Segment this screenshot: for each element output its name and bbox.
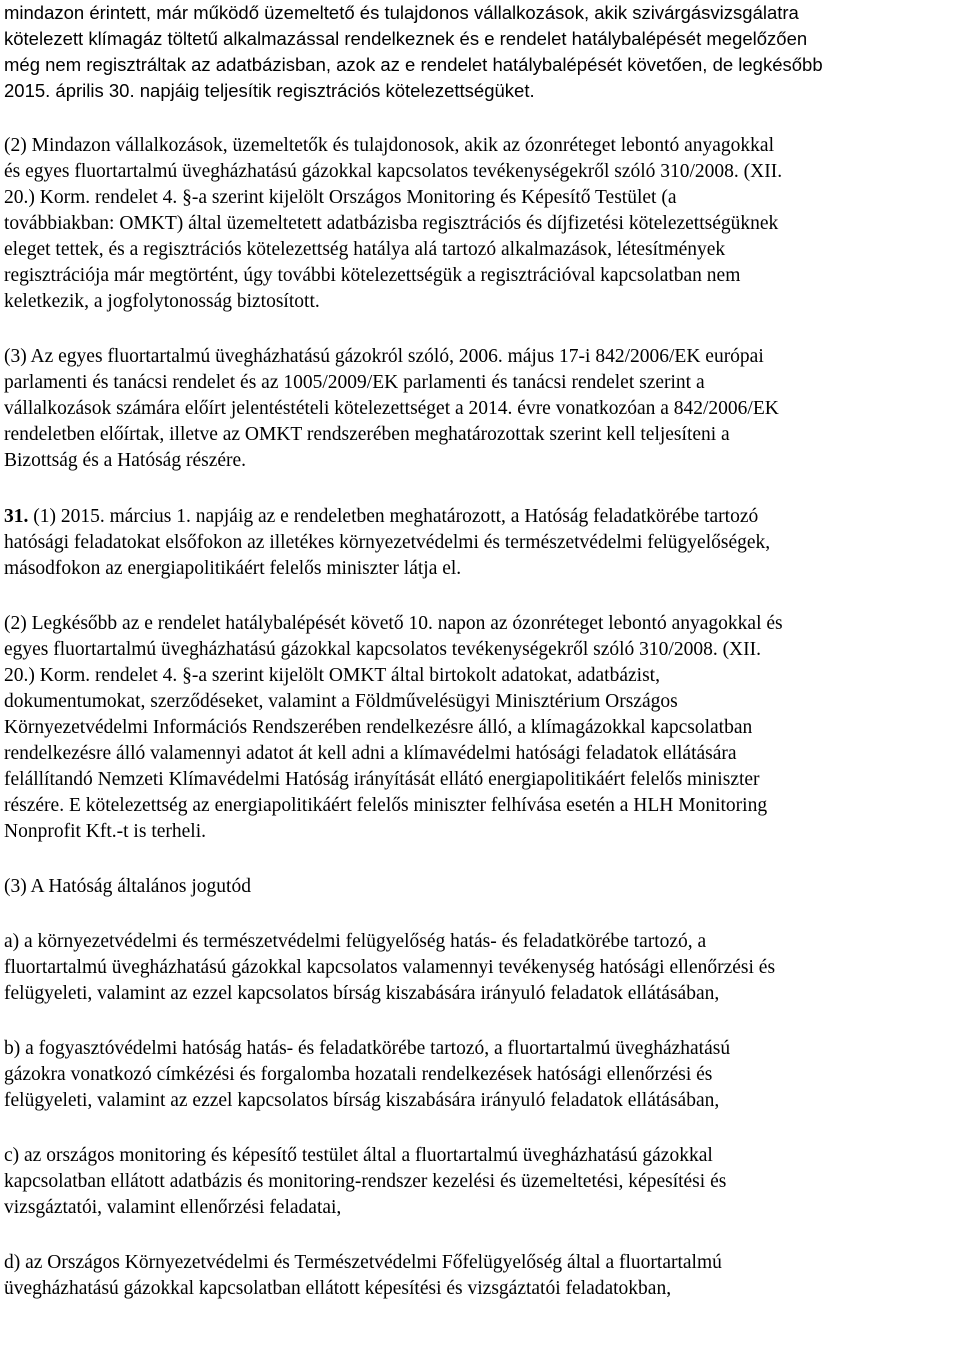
paragraph-line: vállalkozások számára előírt jelentéstételi kötelezettséget a 2014. évre vonatkozóan a 842/2006/EK	[4, 398, 779, 419]
intro-line: még nem regisztráltak az adatbázisban, azok az e rendelet hatálybalépését követően, de legkésőbb	[4, 54, 823, 75]
list-item-line: vizsgáztatói, valamint ellenőrzési feladatai,	[4, 1197, 342, 1218]
paragraph-line: rendeletben előírtak, illetve az OMKT rendszerében meghatározottak szerint kell teljesíteni a	[4, 424, 730, 445]
paragraph-line: keletkezik, a jogfolytonosság biztosított.	[4, 291, 320, 312]
list-item-line: kapcsolatban ellátott adatbázis és monitoring-rendszer kezelési és üzemeltetési, képesítési és	[4, 1171, 727, 1192]
list-item-line: fluortartalmú üvegházhatású gázokkal kapcsolatos valamennyi tevékenység hatósági ellenőrzési és	[4, 957, 776, 978]
intro-line: 2015. április 30. napjáig teljesítik regisztrációs kötelezettségüket.	[4, 80, 535, 101]
section-number: 31.	[4, 506, 29, 527]
paragraph-line: egyes fluortartalmú üvegházhatású gázokkal kapcsolatos tevékenységekről szóló 310/2008. (XII.	[4, 639, 762, 660]
paragraph-line: továbbiakban: OMKT) által üzemeltetett adatbázisba regisztrációs és díjfizetési kötelezettségüknek	[4, 213, 779, 234]
paragraph-line: felállítandó Nemzeti Klímavédelmi Hatóság irányítását ellátó energiapolitikáért felelős miniszter	[4, 769, 760, 790]
list-item-line: felügyeleti, valamint az ezzel kapcsolatos bírság kiszabására irányuló feladatok ellátásában,	[4, 1090, 720, 1111]
paragraph-line: Bizottság és a Hatóság részére.	[4, 450, 247, 471]
list-item-line: b) a fogyasztóvédelmi hatóság hatás- és feladatkörébe tartozó, a fluortartalmú üvegházhatású	[4, 1038, 731, 1059]
list-item-line: gázokra vonatkozó címkézési és forgalomba hozatali rendelkezések hatósági ellenőrzési és	[4, 1064, 713, 1085]
paragraph-line: és egyes fluortartalmú üvegházhatású gázokkal kapcsolatos tevékenységekről szóló 310/2008. (XII.	[4, 161, 783, 182]
intro-line: mindazon érintett, már működő üzemeltető és tulajdonos vállalkozások, akik szivárgásvizsgálatra	[4, 2, 799, 23]
paragraph-line: dokumentumokat, szerződéseket, valamint a Földművelésügyi Minisztérium Országos	[4, 691, 678, 712]
intro-line: kötelezett klímagáz töltetű alkalmazással rendelkeznek és e rendelet hatálybalépését megelőzően	[4, 28, 808, 49]
paragraph-line: parlamenti és tanácsi rendelet és az 1005/2009/EK parlamenti és tanácsi rendelet szerint a	[4, 372, 705, 393]
paragraph-line: (2) Legkésőbb az e rendelet hatálybalépését követő 10. napon az ózonréteget lebontó anyagokkal és	[4, 613, 783, 634]
list-item-line: felügyeleti, valamint az ezzel kapcsolatos bírság kiszabására irányuló feladatok ellátásában,	[4, 983, 720, 1004]
paragraph-line: rendelkezésre álló valamennyi adatot át kell adni a klímavédelmi hatósági feladatok ellátására	[4, 743, 737, 764]
paragraph-line: 20.) Korm. rendelet 4. §-a szerint kijelölt OMKT által birtokolt adatokat, adatbázist,	[4, 665, 660, 686]
list-item-line: d) az Országos Környezetvédelmi és Természetvédelmi Főfelügyelőség által a fluortartalmú	[4, 1252, 722, 1273]
paragraph-line: hatósági feladatokat elsőfokon az illetékes környezetvédelmi és természetvédelmi felügyelőségek,	[4, 532, 771, 553]
paragraph-line: regisztrációja már megtörtént, úgy további kötelezettségük a regisztrációval kapcsolatban nem	[4, 265, 741, 286]
paragraph-line: (3) A Hatóság általános jogutód	[4, 876, 251, 897]
paragraph-line: részére. E kötelezettség az energiapolitikáért felelős miniszter felhívása esetén a HLH Monitoring	[4, 795, 768, 816]
paragraph-line: Környezetvédelmi Információs Rendszerében rendelkezésre álló, a klímagázokkal kapcsolatban	[4, 717, 753, 738]
section-first-line-text: (1) 2015. március 1. napjáig az e rendeletben meghatározott, a Hatóság feladatkörébe tartozó	[28, 506, 759, 527]
list-item-line: üvegházhatású gázokkal kapcsolatban ellátott képesítési és vizsgáztatói feladatokban,	[4, 1278, 672, 1299]
paragraph-line: másodfokon az energiapolitikáért felelős miniszter látja el.	[4, 558, 462, 579]
paragraph-line: (3) Az egyes fluortartalmú üvegházhatású gázokról szóló, 2006. május 17-i 842/2006/EK európai	[4, 346, 764, 367]
paragraph-line: (2) Mindazon vállalkozások, üzemeltetők és tulajdonosok, akik az ózonréteget lebontó anyagokkal	[4, 135, 775, 156]
paragraph-line: eleget tettek, és a regisztrációs kötelezettség hatálya alá tartozó alkalmazások, létesítmények	[4, 239, 726, 260]
section-first-line	[4, 504, 758, 530]
list-item-line: a) a környezetvédelmi és természetvédelmi felügyelőség hatás- és feladatkörébe tartozó, a	[4, 931, 707, 952]
paragraph-line: Nonprofit Kft.-t is terheli.	[4, 821, 206, 842]
list-item-line: c) az országos monitoring és képesítő testület által a fluortartalmú üvegházhatású gázokkal	[4, 1145, 713, 1166]
paragraph-line: 20.) Korm. rendelet 4. §-a szerint kijelölt Országos Monitoring és Képesítő Testület (a	[4, 187, 677, 208]
